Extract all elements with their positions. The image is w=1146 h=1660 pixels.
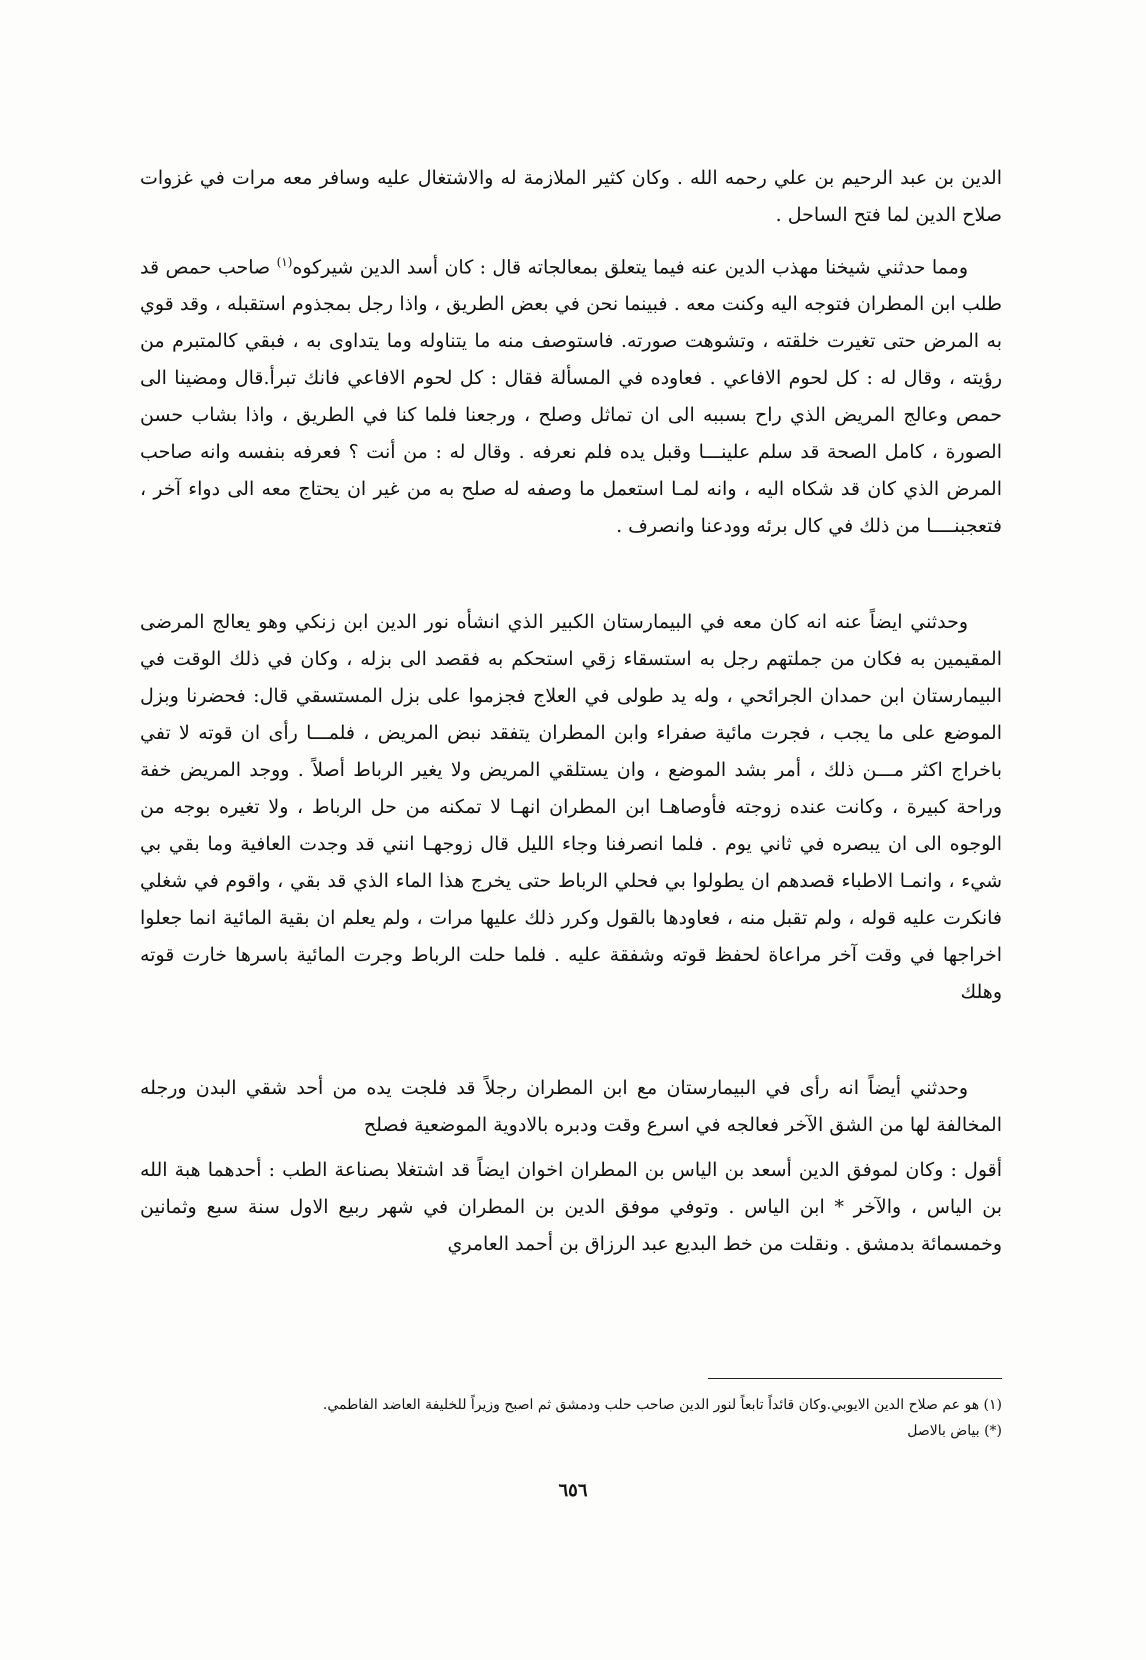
footnote-1: (١) هو عم صلاح الدين الايوبي.وكان قائداً تابعاً لنور الدين صاحب حلب ودمشق ثم اصبح وزيراً للخليفة العاضد الفاطمي. [322, 1397, 1002, 1413]
footnote-divider [708, 1378, 1002, 1379]
paragraph-4-container [140, 1070, 1002, 1144]
paragraph-4: وحدثني أيضاً انه رأى في البيمارستان مع ابن المطران رجلاً قد فلجت يده من أحد شقي البدن ورجله المخالفة لها من الشق الآخر فعالجه في اسرع وقت ودبره بالادوية الموضعية فصلح [140, 1077, 1002, 1136]
page-number: ٦٥٦ [558, 1480, 588, 1501]
paragraph-3-container [140, 604, 1002, 1011]
footnote-2: (*) بياض بالاصل [907, 1423, 1002, 1439]
footnotes [140, 1392, 1002, 1444]
paragraph-1: الدين بن عبد الرحيم بن علي رحمه الله . وكان كثير الملازمة له والاشتغال عليه وسافر معه مرات في غزوات صلاح الدين لما فتح الساحل . [140, 167, 1002, 226]
paragraph-1-container [140, 160, 1002, 234]
paragraph-5: أقول : وكان لموفق الدين أسعد بن الياس بن المطران اخوان ايضاً قد اشتغلا بصناعة الطب : أحدهما هبة الله بن الياس ، والآخر * ابن الياس . وتوفي موفق الدين بن المطران في شهر ربيع الاول سنة سبع وثمانين وخمسمائة بدمشق . ونقلت من خط البديع عبد الرزاق بن أحمد العامري [140, 1159, 1002, 1255]
paragraph-2 [140, 244, 1002, 545]
paragraph-2-body: صاحب حمص قد طلب ابن المطران فتوجه اليه وكنت معه . فبينما نحن في بعض الطريق ، واذا رجل بمجذوم استقبله ، وقد قوي به المرض حتى تغيرت خلقته ، وتشوهت صورته. فاستوصف منه ما يتناوله وما يتداوى به ، فبقي كالمتبرم من رؤيته ، وقال له : كل لحوم الافاعي . فعاوده في المسألة فقال : كل لحوم الافاعي فانك تبرأ.قال ومضينا الى حمص وعالج المريض الذي راح بسببه الى ان تماثل وصلح ، ورجعنا فلما كنا في الطريق ، واذا بشاب حسن الصورة ، كامل الصحة قد سلم علينـــا وقبل يده فلم نعرفه . وقال له : من أنت ؟ فعرفه بنفسه وانه صاحب المرض الذي كان قد شكاه اليه ، وانه لمـا استعمل ما وصفه له صلح به من غير ان يحتاج معه الى دواء آخر ، فتعجبنــــا من ذلك في كال برئه وودعنا وانصرف . [140, 256, 1002, 538]
paragraph-2-opening: ومما حدثني شيخنا مهذب الدين عنه فيما يتعلق بمعالجاته قال : كان أسد الدين شيركوه [292, 256, 969, 279]
paragraph-2-container [140, 244, 1002, 545]
footnote-reference: (١) [276, 255, 293, 269]
paragraph-3: وحدثني ايضاً عنه انه كان معه في البيمارستان الكبير الذي انشأه نور الدين ابن زنكي وهو يعالج المرضى المقيمين به فكان من جملتهم رجل به استسقاء زقي استحكم به فقصد الى بزله ، وكان في ذلك الوقت في البيمارستان ابن حمدان الجرائحي ، وله يد طولى في العلاج فجزموا على بزل المستسقي قال: فحضرنا وبزل الموضع على ما يجب ، فجرت مائية صفراء وابن المطران يتفقد نبض المريض ، فلمـــا رأى ان قوته لا تفي باخراج اكثر مـــن ذلك ، أمر بشد الموضع ، وان يستلقي المريض ولا يغير الرباط أصلاً . ووجد المريض خفة وراحة كبيرة ، وكانت عنده زوجته فأوصاهـا ابن المطران انهـا لا تمكنه من حل الرباط ، ولا تغيره بوجه من الوجوه الى ان يبصره في ثاني يوم . فلما انصرفنا وجاء الليل قال زوجهـا انني قد وجدت العافية وما بقي بي شيء ، وانمـا الاطباء قصدهم ان يطولوا بي فحلي الرباط حتى يخرج هذا الماء الذي قد بقي ، واقوم في شغلي فانكرت عليه قوله ، ولم تقبل منه ، فعاودها بالقول وكرر ذلك عليها مرات ، ولم يعلم ان بقية المائية انما جعلوا اخراجها في وقت آخر مراعاة لحفظ قوته وشفقة عليه . فلما حلت الرباط وجرت المائية باسرها خارت قوته وهلك [140, 611, 1002, 1003]
paragraph-5-container [140, 1152, 1002, 1263]
